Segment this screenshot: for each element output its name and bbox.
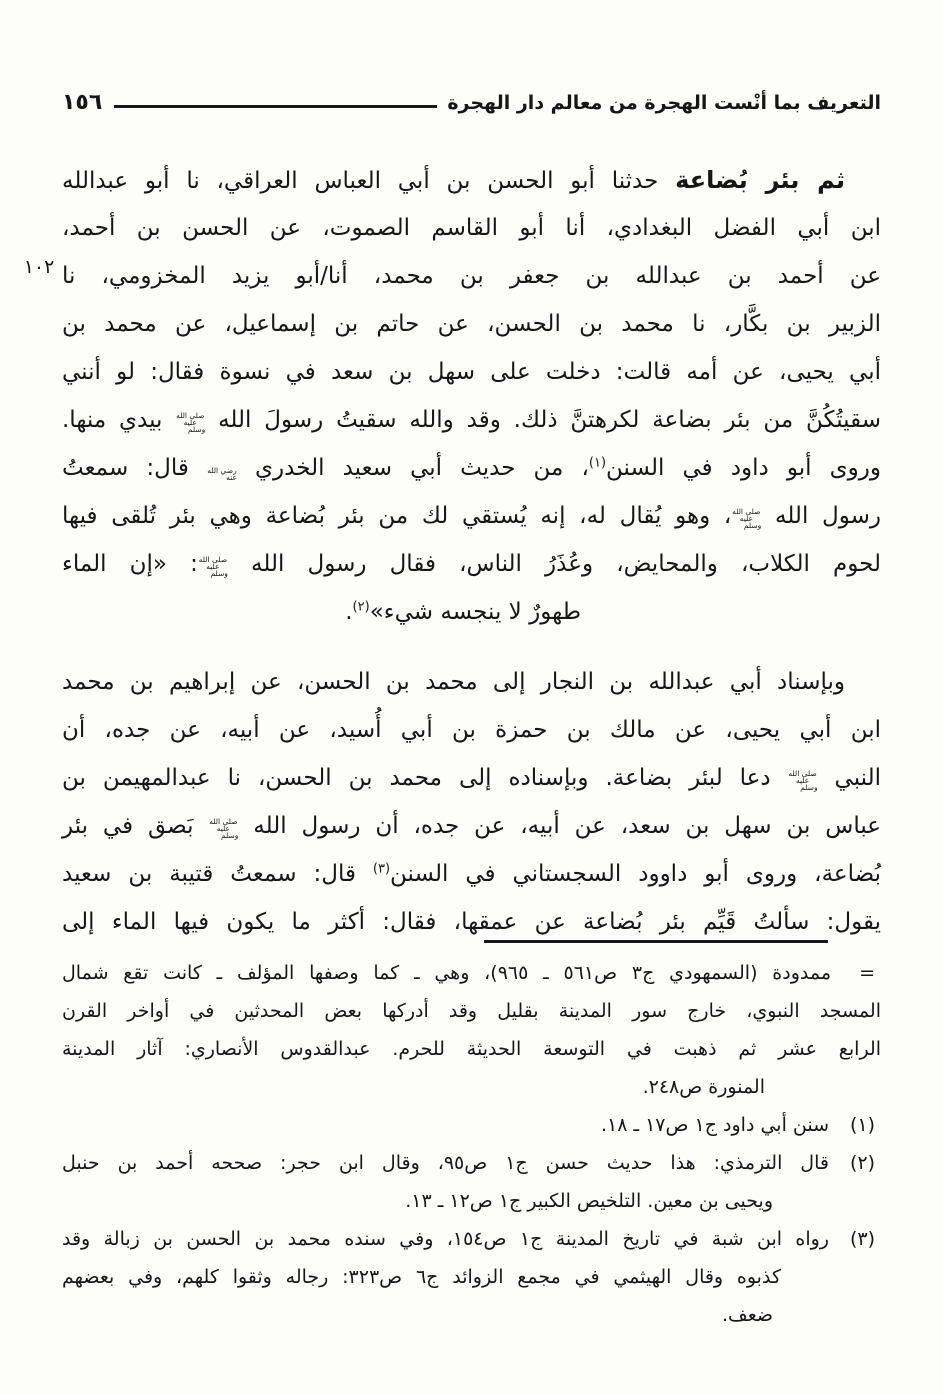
text-line: ابن أبي يحيى، عن مالك بن حمزة بن أبي أُسيد، عن أبيه، عن جده، أن: [62, 717, 881, 743]
text-line: عن أحمد بن عبدالله بن جعفر بن محمد، أنا/أبو يزيد المخزومي، نا: [62, 263, 881, 289]
text-line: ابن أبي الفضل البغدادي، أنا أبو القاسم الصموت، عن الحسن بن أحمد،: [62, 215, 881, 241]
pbuh-mark: صلى الله عليه وسلم: [209, 817, 239, 840]
text-line: بُضاعة، وروى أبو داوود السجستاني في السنن$^{(٣)}$ قال: سمعتُ قتيبة بن سعيد: [62, 861, 881, 887]
text-line: [62, 156, 881, 204]
footnote-separator: [484, 940, 828, 943]
footnote-line: ويحيى بن معين. التلخيص الكبير ج١ ص١٢ ـ ١٣.: [405, 1190, 773, 1212]
footnote-1: [62, 1106, 881, 1144]
footnote-line: ضعف.: [721, 1304, 773, 1326]
paragraph: [62, 658, 881, 946]
footnote-continuation-marker: =: [859, 962, 875, 984]
footnote-line: سنن أبي داود ج١ ص١٧ ـ ١٨.: [600, 1114, 829, 1136]
footnote-line: رواه ابن شبة في تاريخ المدينة ج١ ص١٥٤، وفي سنده محمد بن الحسن بن زبالة وقد: [62, 1228, 829, 1250]
footnote-line: المنورة ص٢٤٨.: [642, 1076, 765, 1098]
section-lead: ثم بئر بُضاعة: [675, 166, 845, 194]
footnote-line: كذبوه وقال الهيثمي في مجمع الزوائد ج٦ ص٣٢٣: رجاله وثقوا كلهم، وفي بعضهم: [62, 1266, 781, 1288]
running-title: التعريف بما أنْست الهجرة من معالم دار الهجرة: [447, 92, 881, 114]
footnote-line: قال الترمذي: هذا حديث حسن ج١ ص٩٥، وقال ابن حجر: صححه أحمد بن حنبل: [62, 1152, 829, 1174]
pbuh-mark: صلى الله عليه وسلم: [732, 507, 762, 530]
text-line: أبي يحيى، عن أمه قالت: دخلت على سهل بن سعد في نسوة فقال: لو أنني: [62, 359, 881, 385]
text-line: سقيتُكُنَّ من بئر بضاعة لكرهتنَّ ذلك. وقد والله سقيتُ رسولَ الله صلى الله عليه وسلم بيدي منها.: [62, 407, 881, 434]
text-line: عباس بن سهل بن سعد، عن أبيه، عن جده، أن رسول الله صلى الله عليه وسلم بَصق في بئر: [62, 813, 881, 840]
footnote-3: [62, 1220, 881, 1334]
footnote-marker: (٣): [849, 1228, 875, 1250]
footnote-ref-3: (٣): [372, 861, 391, 877]
main-text: [62, 156, 881, 946]
footnote-line: ممدودة (السمهودي ج٣ ص٥٦١ ـ ٩٦٥)، وهي ـ كما وصفها المؤلف ـ كانت تقع شمال: [62, 962, 831, 984]
text-line: لحوم الكلاب، والمحايض، وعُذَرُ الناس، فقال رسول الله صلى الله عليه وسلم: «إن الماء: [62, 551, 881, 578]
paragraph: [62, 156, 881, 636]
text-line: طهورٌ لا ينجسه شيء»$^{(٢)}$.: [345, 599, 581, 625]
text-line: وروى أبو داود في السنن$^{(١)}$، من حديث أبي سعيد الخدري رضي الله عنه قال: سمعتُ: [62, 455, 881, 482]
footnote-2: [62, 1144, 881, 1220]
pbuh-mark: صلى الله عليه وسلم: [788, 769, 818, 792]
text-line: وبإسناد أبي عبدالله بن النجار إلى محمد بن الحسن، عن إبراهيم بن محمد: [62, 669, 845, 695]
text-line: النبي صلى الله عليه وسلم دعا لبئر بضاعة. وبإسناده إلى محمد بن الحسن، نا عبدالمهيمن بن: [62, 765, 881, 792]
text-segment: حدثنا أبو الحسن بن أبي العباس العراقي، نا أبو عبدالله: [62, 168, 676, 194]
page-number: ١٥٦: [62, 90, 103, 115]
footnotes: [62, 954, 881, 1334]
footnote-marker: (٢): [849, 1152, 875, 1174]
text-line: الزبير بن بكَّار، نا محمد بن الحسن، عن حاتم بن إسماعيل، عن محمد بن: [62, 311, 881, 337]
margin-folio-number: ١٠٢: [23, 256, 55, 278]
footnote-line: المسجد النبوي، خارج سور المدينة بقليل وقد أدركها بعض المحدثين في أواخر القرن: [62, 1000, 881, 1022]
pbuh-mark: صلى الله عليه وسلم: [176, 411, 206, 434]
page-header: [62, 92, 881, 115]
footnote-marker: (١): [849, 1114, 875, 1136]
footnote-ref-2: (٢): [352, 599, 370, 615]
text-line: رسول الله صلى الله عليه وسلم، وهو يُقال له، إنه يُستقي لك من بئر بُضاعة وهي بئر تُلقى فيها: [62, 503, 881, 530]
footnote-line: الرابع عشر ثم ذهبت في التوسعة الحديثة للحرم. عبدالقدوس الأنصاري: آثار المدينة: [62, 1038, 881, 1060]
pbuh-mark: صلى الله عليه وسلم: [198, 555, 228, 578]
header-rule: [114, 105, 437, 108]
footnote-ref-1: (١): [588, 455, 607, 471]
text-line: يقول: سألتُ قَيِّم بئر بُضاعة عن عمقها، فقال: أكثر ما يكون فيها الماء إلى: [62, 909, 881, 935]
radi-allahu-anhu-mark: رضي الله عنه: [207, 466, 237, 482]
footnote-continuation: [62, 954, 881, 1106]
